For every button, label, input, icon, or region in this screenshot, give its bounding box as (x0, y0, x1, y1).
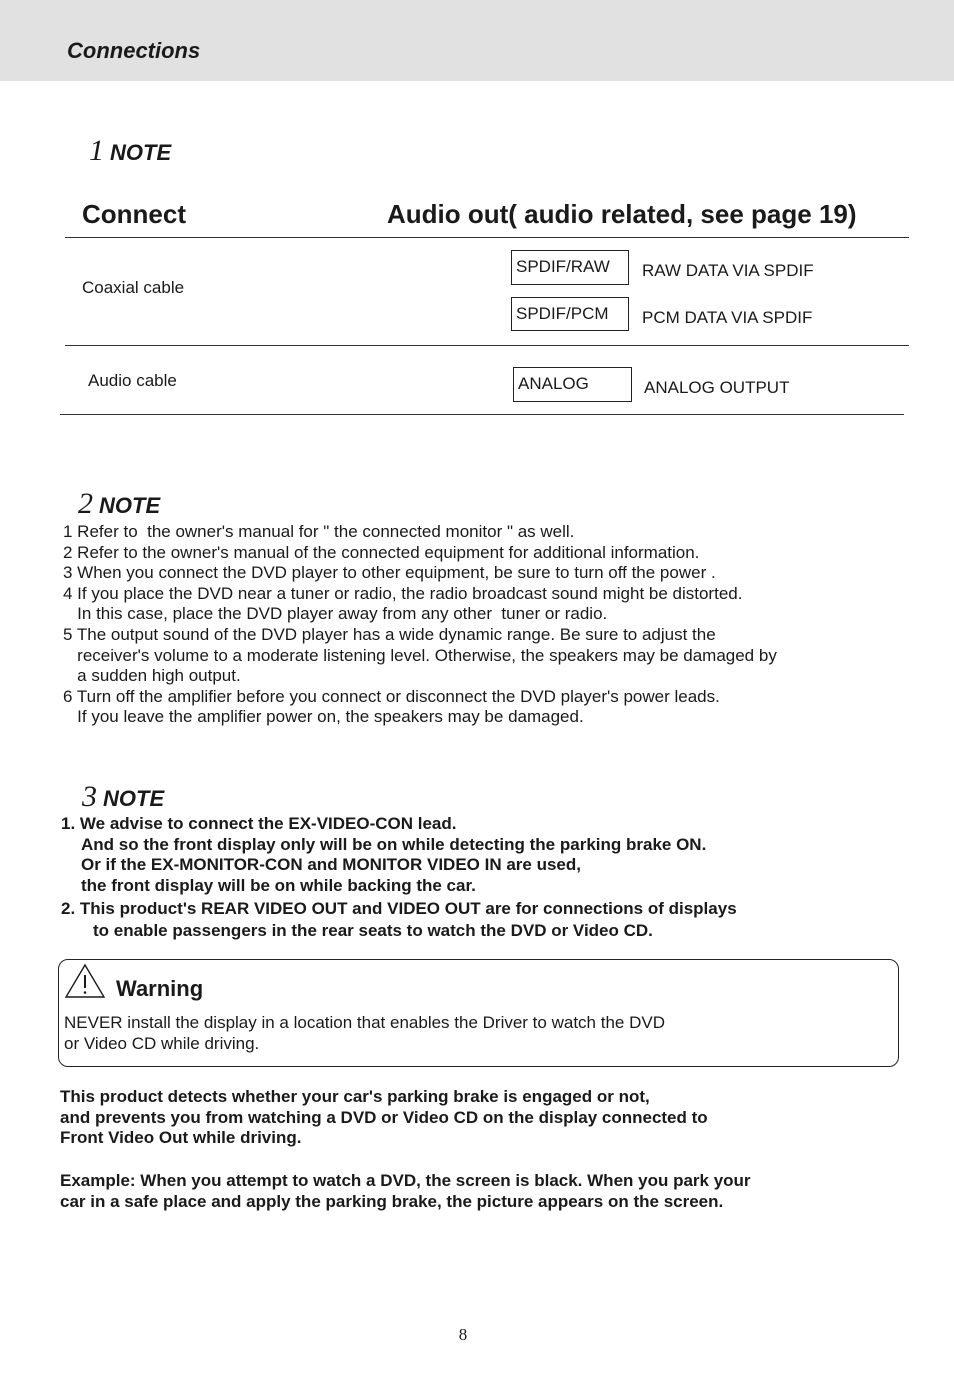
table-rule-middle (65, 345, 909, 346)
note-3-line: the front display will be on while backing the car. (81, 875, 476, 895)
note-2-heading (78, 487, 160, 521)
output-mode-analog: ANALOG (513, 367, 632, 402)
detect-line: Example: When you attempt to watch a DVD, the screen is black. When you park your (60, 1171, 751, 1190)
note-2-line: 6 Turn off the amplifier before you connect or disconnect the DVD player's power leads. (63, 686, 720, 706)
output-mode-spdif-pcm: SPDIF/PCM (511, 297, 629, 331)
note-3-label: NOTE (103, 786, 165, 811)
note-2-line: 5 The output sound of the DVD player has a wide dynamic range. Be sure to adjust the (63, 624, 716, 644)
note-2-line: If you leave the amplifier power on, the speakers may be damaged. (63, 707, 584, 727)
output-description-analog: ANALOG OUTPUT (644, 378, 790, 397)
section-title: Connections (67, 38, 201, 63)
page-number: 8 (458, 1325, 468, 1344)
note-2-line: a sudden high output. (63, 666, 241, 686)
detect-line: Front Video Out while driving. (60, 1128, 302, 1148)
output-mode-spdif-raw: SPDIF/RAW (511, 250, 629, 285)
note-2-line: 4 If you place the DVD near a tuner or radio, the radio broadcast sound might be distorted. (63, 583, 743, 603)
note-2-line: In this case, place the DVD player away from any other tuner or radio. (63, 604, 608, 624)
note-2-list (63, 522, 777, 728)
detect-paragraph-1 (60, 1087, 708, 1149)
warning-line: NEVER install the display in a location that enables the Driver to watch the DVD (64, 1013, 665, 1032)
note-3-heading (82, 780, 164, 814)
note-3-item-2 (61, 898, 737, 942)
detect-line: and prevents you from watching a DVD or Video CD on the display connected to (60, 1107, 708, 1127)
note-3-line: 1. We advise to connect the EX-VIDEO-CON lead. (61, 814, 457, 833)
table-rule-top (65, 237, 909, 238)
detect-paragraph-2 (60, 1171, 751, 1212)
note-3-line: 2. This product's REAR VIDEO OUT and VIDEO OUT are for connections of displays (61, 899, 737, 918)
note-2-line: 1 Refer to the owner's manual for " the connected monitor " as well. (63, 522, 575, 541)
output-description-pcm: PCM DATA VIA SPDIF (642, 308, 813, 327)
note-3-line: And so the front display only will be on while detecting the parking brake ON. (81, 834, 707, 854)
column-header-connect: Connect (82, 199, 186, 229)
note-1-label: NOTE (110, 140, 172, 165)
detect-line: car in a safe place and apply the parking brake, the picture appears on the screen. (60, 1191, 724, 1211)
warning-text (64, 1013, 665, 1054)
note-2-line: 2 Refer to the owner's manual of the connected equipment for additional information. (63, 542, 700, 562)
note-1-heading (89, 134, 171, 168)
note-3-item-1 (61, 814, 706, 896)
table-cell-cable-coaxial: Coaxial cable (82, 278, 185, 297)
table-rule-bottom (60, 414, 904, 415)
warning-line: or Video CD while driving. (64, 1033, 260, 1053)
note-3-number: 3 (82, 780, 97, 813)
note-3-line: Or if the EX-MONITOR-CON and MONITOR VIDEO IN are used, (81, 855, 581, 875)
note-3-line: to enable passengers in the rear seats to watch the DVD or Video CD. (93, 921, 653, 940)
warning-triangle-icon (64, 963, 106, 999)
note-2-line: 3 When you connect the DVD player to other equipment, be sure to turn off the power . (63, 563, 716, 583)
column-header-audio-out: Audio out( audio related, see page 19) (387, 199, 857, 229)
note-2-line: receiver's volume to a moderate listening level. Otherwise, the speakers may be damaged by (63, 645, 777, 665)
detect-line: This product detects whether your car's parking brake is engaged or not, (60, 1087, 650, 1106)
warning-title: Warning (116, 976, 204, 1001)
note-2-label: NOTE (99, 493, 161, 518)
note-2-number: 2 (78, 487, 93, 520)
output-description-raw: RAW DATA VIA SPDIF (642, 261, 814, 280)
note-1-number: 1 (89, 134, 104, 167)
table-cell-cable-audio: Audio cable (88, 371, 177, 390)
